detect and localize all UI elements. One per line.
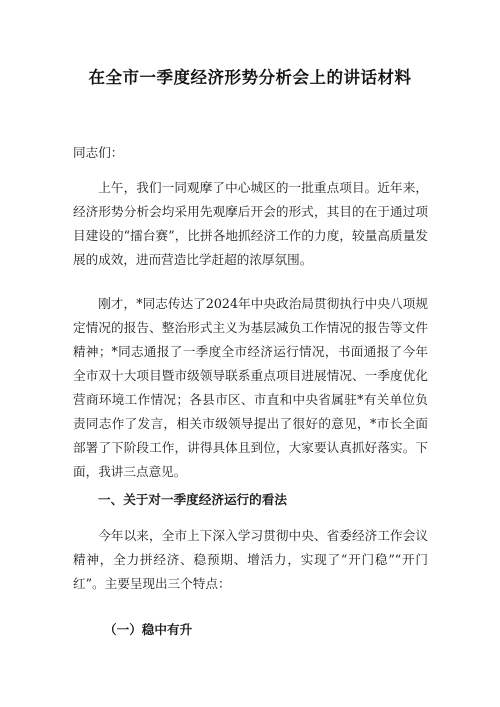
- paragraph-review: 刚才，*同志传达了2024年中央政治局贯彻执行中央八项规定情况的报告、整治形式主义为基层减负工作情况的报告等文件精神；*同志通报了一季度全市经济运行情况，书面通报了今年全市双十大项目暨市级领导联系重点项目进展情况、一季度优化营商环境工作情况；各县市区、市直和中央省属驻*有关单位负责同志作了发言，相关市级领导提出了很好的意见，*市长全面部署了下阶段工作，讲得具体且到位，大家要认真抓好落实。下面，我讲三点意见。: [73, 296, 428, 479]
- subsection-heading-1: （一）稳中有升: [104, 622, 193, 637]
- paragraph-intro: 上午，我们一同观摩了中心城区的一批重点项目。近年来，经济形势分析会均采用先观摩后开会的形式，其目的在于通过项目建设的“擂台赛”，比拼各地抓经济工作的力度，较量高质量发展的成效，进而营造比学赶超的浓厚氛围。: [73, 180, 428, 267]
- paragraph-section-1: 今年以来，全市上下深入学习贯彻中央、省委经济工作会议精神，全力拼经济、稳预期、增活力，实现了“开门稳”“开门红”。主要呈现出三个特点：: [73, 528, 428, 591]
- salutation: 同志们：: [73, 145, 124, 160]
- document-title: 在全市一季度经济形势分析会上的讲话材料: [88, 68, 412, 87]
- section-heading-1: 一、关于对一季度经济运行的看法: [98, 492, 287, 507]
